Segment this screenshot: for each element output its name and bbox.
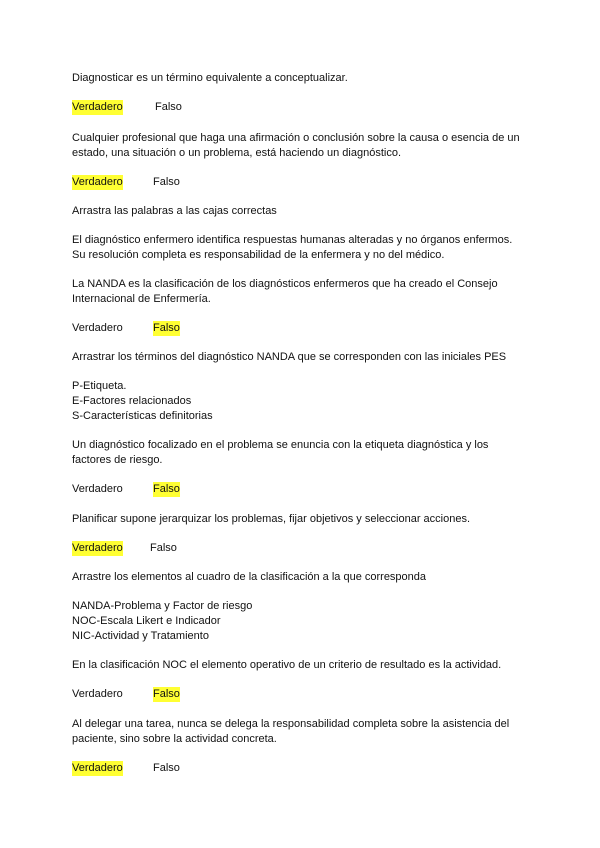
question-7-line-2: paciente, sino sobre la actividad concreta.	[72, 733, 277, 745]
drag-sentence-1-line-2: Su resolución completa es responsabilidad de la enfermera y no del médico.	[72, 249, 445, 261]
clasif-item-noc: NOC-Escala Likert e Indicador	[72, 615, 221, 627]
question-7-line-1: Al delegar una tarea, nunca se delega la responsabilidad completa sobre la asistencia del	[72, 718, 510, 730]
question-4-line-1: Un diagnóstico focalizado en el problema se enuncia con la etiqueta diagnóstica y los	[72, 439, 489, 451]
answer-1-verdadero[interactable]: Verdadero	[72, 101, 123, 113]
answer-2-verdadero[interactable]: Verdadero	[72, 176, 123, 188]
drag-instruction-1: Arrastra las palabras a las cajas correctas	[72, 205, 277, 217]
answer-5-falso[interactable]: Falso	[150, 542, 177, 554]
answer-4-verdadero[interactable]: Verdadero	[72, 483, 123, 495]
answer-6-falso[interactable]: Falso	[153, 688, 180, 700]
pes-item-s: S-Características definitorias	[72, 410, 213, 422]
answer-1-falso[interactable]: Falso	[155, 101, 182, 113]
drag-instruction-3: Arrastre los elementos al cuadro de la clasificación a la que corresponda	[72, 571, 427, 583]
drag-instruction-2: Arrastrar los términos del diagnóstico NANDA que se corresponden con las iniciales PES	[72, 351, 507, 363]
pes-item-p: P-Etiqueta.	[72, 380, 127, 392]
clasif-item-nanda: NANDA-Problema y Factor de riesgo	[72, 600, 253, 612]
question-2-line-1: Cualquier profesional que haga una afirmación o conclusión sobre la causa o esencia de un	[72, 132, 520, 144]
question-4-line-2: factores de riesgo.	[72, 454, 163, 466]
question-3-line-1: La NANDA es la clasificación de los diagnósticos enfermeros que ha creado el Consejo	[72, 278, 498, 290]
answer-5-verdadero[interactable]: Verdadero	[72, 542, 123, 554]
drag-sentence-1-line-1: El diagnóstico enfermero identifica respuestas humanas alteradas y no órganos enfermos.	[72, 234, 513, 246]
question-5: Planificar supone jerarquizar los problemas, fijar objetivos y seleccionar acciones.	[72, 513, 471, 525]
answer-6-verdadero[interactable]: Verdadero	[72, 688, 123, 700]
answer-4-falso[interactable]: Falso	[153, 483, 180, 495]
question-6: En la clasificación NOC el elemento operativo de un criterio de resultado es la actividad.	[72, 659, 502, 671]
question-3-line-2: Internacional de Enfermería.	[72, 293, 211, 305]
answer-7-verdadero[interactable]: Verdadero	[72, 762, 123, 774]
question-2-line-2: estado, una situación o un problema, está haciendo un diagnóstico.	[72, 147, 402, 159]
clasif-item-nic: NIC-Actividad y Tratamiento	[72, 630, 209, 642]
pes-item-e: E-Factores relacionados	[72, 395, 192, 407]
answer-3-falso[interactable]: Falso	[153, 322, 180, 334]
answer-2-falso[interactable]: Falso	[153, 176, 180, 188]
answer-7-falso[interactable]: Falso	[153, 762, 180, 774]
question-1: Diagnosticar es un término equivalente a conceptualizar.	[72, 72, 348, 84]
answer-3-verdadero[interactable]: Verdadero	[72, 322, 123, 334]
